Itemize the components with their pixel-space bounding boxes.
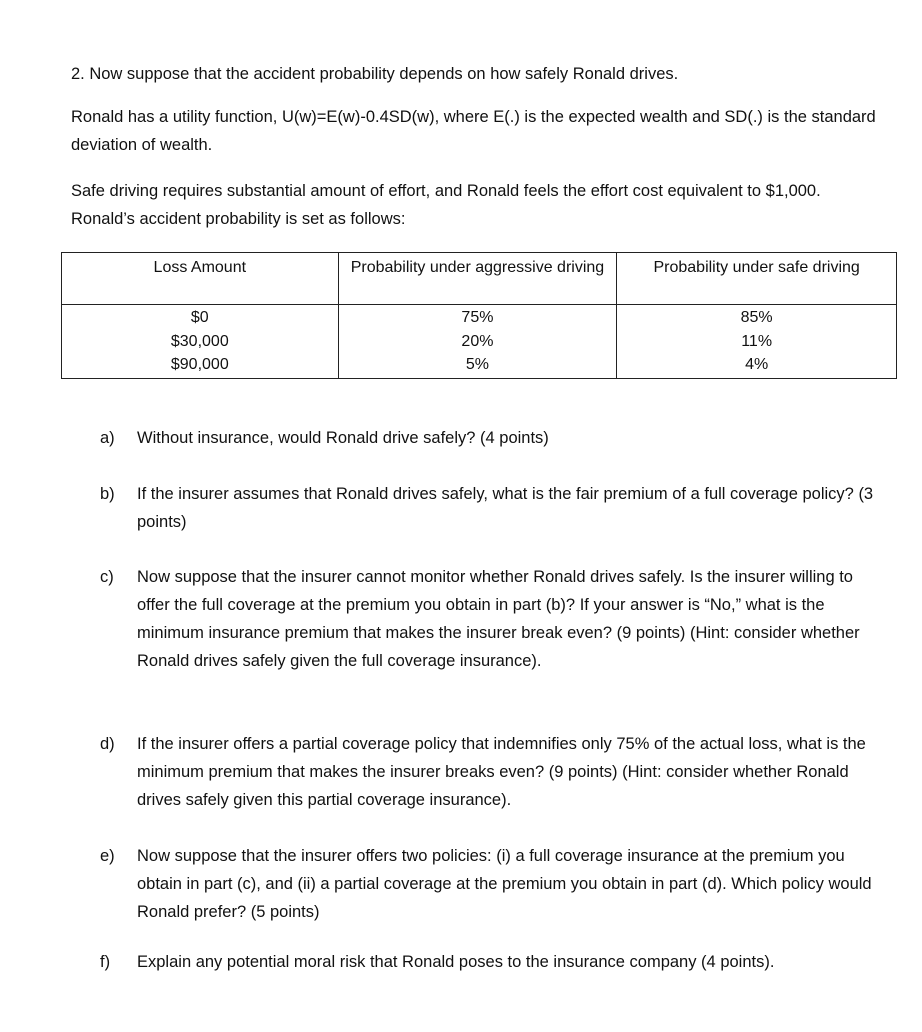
question-d — [100, 730, 890, 814]
question-letter: b) — [100, 485, 115, 503]
question-letter: e) — [100, 847, 115, 865]
question-e — [100, 842, 890, 926]
question-text: Now suppose that the insurer cannot monitor whether Ronald drives safely. Is the insurer willing to offer the full coverage at the premium you obtain in part (b)? If your answer is “No,” what is the minimum insurance premium that makes the insurer break even? (9 points) (Hint: consider whether Ronald drives safely given the full coverage insurance). — [137, 568, 860, 670]
question-a — [100, 424, 890, 452]
probability-table — [61, 252, 897, 379]
utility-paragraph: Ronald has a utility function, U(w)=E(w)-0.4SD(w), where E(.) is the expected wealth and SD(.) is the standard deviation of wealth. — [71, 108, 876, 154]
header-safe: Probability under safe driving — [617, 253, 897, 305]
effort-paragraph: Safe driving requires substantial amount of effort, and Ronald feels the effort cost equivalent to $1,000. Ronald’s accident probability is set as follows: — [71, 182, 821, 228]
question-text: Now suppose that the insurer offers two policies: (i) a full coverage insurance at the premium you obtain in part (c), and (ii) a partial coverage at the premium you obtain in part (d). Which policy would Ronald prefer? (5 points) — [137, 847, 872, 921]
question-c — [100, 563, 890, 675]
safe-prob: 11% — [741, 332, 773, 350]
question-letter: f) — [100, 953, 111, 971]
safe-prob: 85% — [740, 309, 773, 326]
aggressive-prob: 20% — [461, 332, 494, 350]
safe-prob-cell — [617, 305, 897, 379]
safe-prob: 4% — [745, 356, 769, 373]
question-text: If the insurer offers a partial coverage policy that indemnifies only 75% of the actual loss, what is the minimum premium that makes the insurer breaks even? (9 points) (Hint: consider whether Ronald drives safely given this partial coverage insurance). — [137, 735, 866, 809]
question-f — [100, 948, 890, 976]
question-letter: a) — [100, 429, 115, 447]
loss-amount-cell — [62, 305, 339, 379]
aggressive-prob: 5% — [465, 356, 489, 373]
loss-amount: $90,000 — [170, 356, 229, 373]
header-loss-amount: Loss Amount — [62, 253, 339, 305]
question-b — [100, 480, 890, 536]
problem-heading: 2. Now suppose that the accident probability depends on how safely Ronald drives. — [71, 65, 679, 83]
table-header-row — [62, 253, 897, 305]
question-text: If the insurer assumes that Ronald drives safely, what is the fair premium of a full coverage policy? (3 points) — [137, 485, 874, 531]
aggressive-prob-cell — [338, 305, 617, 379]
header-aggressive: Probability under aggressive driving — [338, 253, 617, 305]
question-letter: c) — [100, 568, 114, 586]
question-letter: d) — [100, 735, 115, 753]
question-text: Without insurance, would Ronald drive safely? (4 points) — [137, 429, 549, 447]
table-row — [62, 305, 897, 379]
loss-amount: $0 — [190, 309, 209, 326]
aggressive-prob: 75% — [461, 309, 494, 326]
loss-amount: $30,000 — [170, 332, 229, 350]
question-text: Explain any potential moral risk that Ronald poses to the insurance company (4 points). — [137, 953, 775, 971]
